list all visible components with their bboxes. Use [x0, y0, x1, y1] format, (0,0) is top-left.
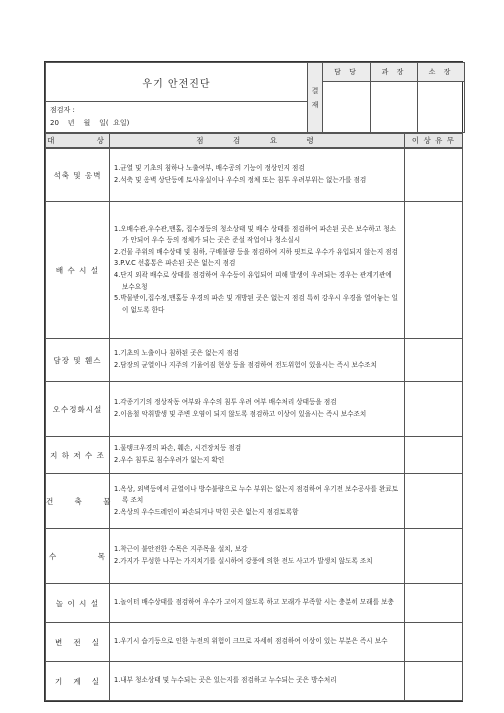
- checklist-row: [46, 202, 463, 339]
- row-category: 지 하 저 수 조: [46, 437, 110, 474]
- approval-sign-director[interactable]: [418, 82, 465, 133]
- row-category: 놀 이 시 설: [46, 584, 110, 623]
- checklist-row: [46, 623, 463, 662]
- method-item: 2.건물 주위의 배수상태 및 침하, 구배불량 등을 점검하여 지하 핏트로 우수가 유입되지 않는지 점검: [114, 247, 399, 256]
- row-method: [110, 382, 405, 437]
- row-abnormal-cell[interactable]: [405, 662, 463, 701]
- checklist-row: [46, 662, 463, 701]
- row-method: [110, 584, 405, 623]
- method-item: 1.내부 청소상태 및 누수되는 곳은 있는지를 점검하고 누수되는 곳은 방수처리: [114, 676, 337, 685]
- method-item: 1.물탱크우경의 파손, 훼손, 시건장치등 점검: [114, 444, 242, 453]
- row-method: [110, 437, 405, 474]
- row-method: [110, 202, 405, 339]
- approval-col-staff: 담 당: [323, 63, 371, 82]
- checklist-row: [46, 529, 463, 584]
- row-category: 변 전 실: [46, 623, 110, 662]
- method-item: 1.옥상, 외벽등에서 균열이나 방수불량으로 누수 부위는 없는지 점검하여 우기전 보수공사를 완료토록 조치: [114, 484, 399, 505]
- row-abnormal-cell[interactable]: [405, 339, 463, 382]
- checklist-row: [46, 339, 463, 382]
- method-item: 1.균열 및 기초의 침하나 노출여부, 배수공의 기능이 정상인지 점검: [114, 164, 305, 173]
- approval-col-manager: 과 장: [371, 63, 418, 82]
- method-item: 2.석축 및 옹벽 상단등에 토사유실이나 우수의 정체 또는 침투 우려부위는 없는가를 점검: [114, 176, 367, 184]
- row-method: [110, 474, 405, 529]
- row-category: 건 축 물: [46, 474, 110, 529]
- row-method: [110, 149, 405, 202]
- method-item: 2.가지가 무성한 나무는 가지치기를 실시하여 강풍에 의한 전도 사고가 발생치 않도록 조치: [114, 557, 373, 565]
- col-header-method: 점 검 요 령: [110, 134, 405, 148]
- row-method: [110, 662, 405, 701]
- row-abnormal-cell[interactable]: [405, 529, 463, 584]
- row-abnormal-cell[interactable]: [405, 474, 463, 529]
- row-method: [110, 339, 405, 382]
- inspection-sheet: [44, 61, 463, 702]
- row-category: 수 목: [46, 529, 110, 584]
- method-item: 1.놀이터 배수상태를 점검하여 우수가 고이지 않도록 하고 모래가 부족할 시는 충분히 모래를 보충: [114, 598, 394, 607]
- col-header-target: 대 상: [46, 134, 110, 148]
- row-category: 기 계 실: [46, 662, 110, 701]
- checklist-row: [46, 474, 463, 529]
- row-method: [110, 529, 405, 584]
- date-line: 20 년 월 일( 요일): [50, 119, 130, 127]
- method-item: 2.이음철 악취발생 및 주변 오염이 되지 않도록 점검하고 이상이 있을시는 즉시 보수조치: [114, 410, 367, 418]
- method-item: 1.우기시 습기등으로 인한 누전의 위험이 크므로 자세히 점검하여 이상이 있는 부분은 즉시 보수: [114, 637, 388, 646]
- approval-label: 결 재: [308, 63, 323, 133]
- method-item: 1.기초의 노출이나 침하된 곳은 없는지 점검: [114, 349, 240, 358]
- checklist-rows: [45, 148, 463, 701]
- method-item: 1.오배수관,우수관,맨홀, 집수정등의 청소상태 및 배수 상태를 점검하여 파손된 곳은 보수하고 청소가 안되어 우수 등의 정체가 되는 곳은 준설 작업이나 청소실시: [114, 224, 396, 245]
- method-item: 1.각종기기의 정상작동 여부와 우수의 침투 우려 여부 배수처리 상태등을 점검: [114, 398, 337, 407]
- col-header-abnormal: 이 상 유 무: [405, 134, 463, 148]
- inspector-label: 점검자 :: [50, 106, 75, 114]
- row-category: 배 수 시 설: [46, 202, 110, 339]
- row-category: 오수정화시설: [46, 382, 110, 437]
- inspector-date-cell: [46, 102, 308, 133]
- method-item: 1.착근이 불안전한 수목은 지주목을 설치, 보강: [114, 545, 248, 554]
- row-method: [110, 623, 405, 662]
- checklist-row: [46, 382, 463, 437]
- method-item: 5.박물받이,집수정,맨홀등 우경의 파손 및 개방된 곳은 없는지 점검 특히 강우시 우경을 열어놓는 일이 없도록 한다: [114, 294, 399, 314]
- row-abnormal-cell[interactable]: [405, 202, 463, 339]
- approval-col-director: 소 장: [418, 63, 465, 82]
- checklist-row: [46, 437, 463, 474]
- row-category: 석축 및 옹벽: [46, 149, 110, 202]
- approval-sign-staff[interactable]: [323, 82, 371, 133]
- method-item: 2.우수 침투로 침수우려가 없는지 확인: [114, 456, 225, 464]
- row-abnormal-cell[interactable]: [405, 623, 463, 662]
- row-abnormal-cell[interactable]: [405, 437, 463, 474]
- checklist-row: [46, 584, 463, 623]
- row-abnormal-cell[interactable]: [405, 382, 463, 437]
- method-item: 4.단지 외곽 배수로 상태를 점검하여 우수등이 유입되어 피해 발생이 우려되는 경우는 관계기관에 보수요청: [114, 271, 392, 291]
- checklist-row: [46, 149, 463, 202]
- method-item: 2.담장의 균열이나 지주의 기울어짐 현상 등을 점검하여 전도위험이 있을시는 즉시 보수조치: [114, 361, 377, 369]
- header-table: [45, 62, 465, 133]
- approval-sign-manager[interactable]: [371, 82, 418, 133]
- document-title: 우기 안전진단: [46, 63, 308, 102]
- row-abnormal-cell[interactable]: [405, 149, 463, 202]
- method-item: 3.P.V.C 선홈통은 파손된 곳은 없는지 점검: [114, 259, 236, 268]
- row-category: 담장 및 휀스: [46, 339, 110, 382]
- method-item: 2.옥상의 우수드레인이 파손되거나 막힌 곳은 없는지 점검토록함: [114, 507, 299, 516]
- row-abnormal-cell[interactable]: [405, 584, 463, 623]
- checklist-table: [45, 133, 463, 148]
